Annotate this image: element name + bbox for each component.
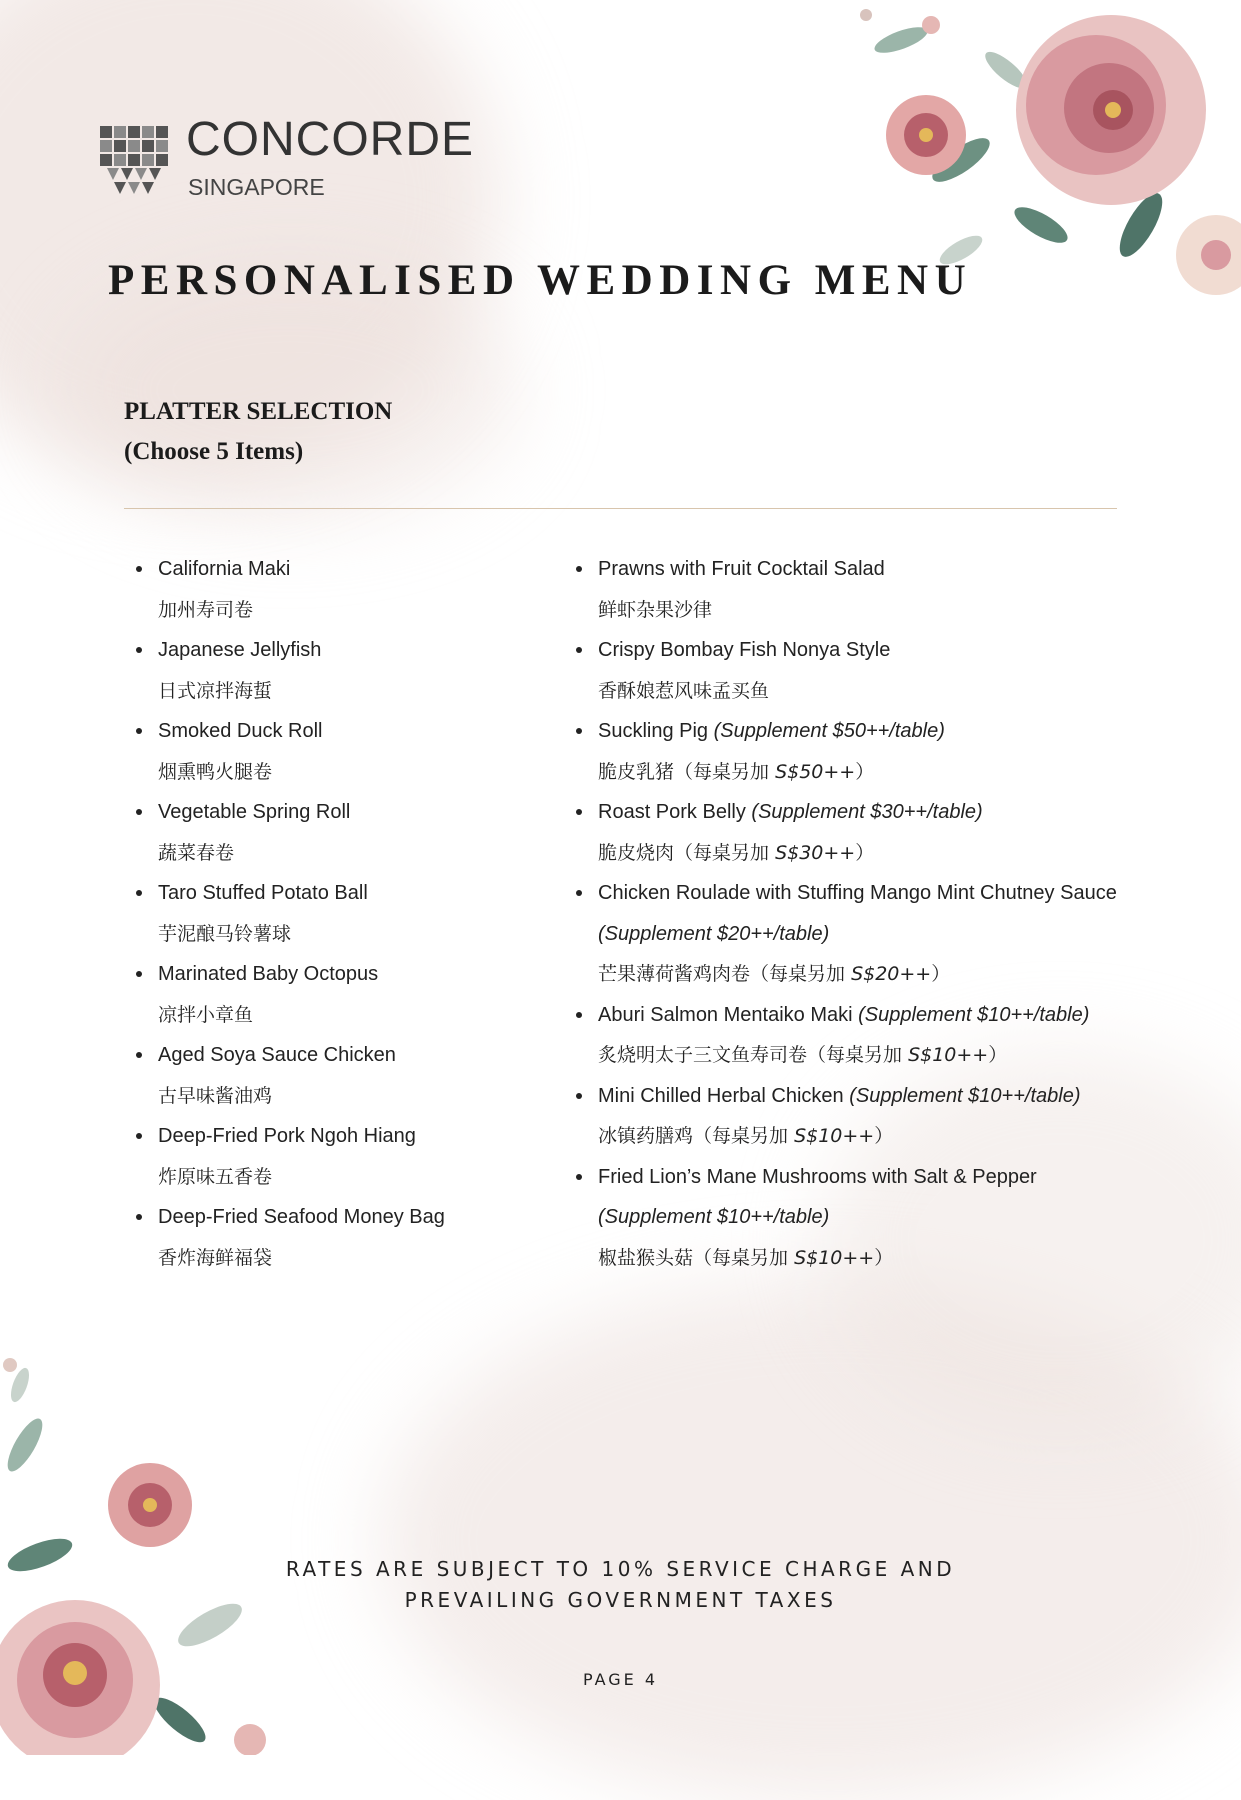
logo-tile [128, 126, 140, 138]
list-item [132, 1116, 552, 1197]
brand-name: CONCORDE [186, 113, 475, 166]
daisy-icon [1176, 215, 1241, 295]
section-heading [124, 392, 392, 472]
logo-tile [121, 168, 133, 180]
supplement-note: (Supplement $10++/table) [598, 1206, 830, 1228]
brand-location: SINGAPORE [188, 174, 325, 200]
list-item [572, 873, 1232, 995]
dish-name-chinese: 椒盐猴头菇（每桌另加 [598, 1246, 789, 1269]
list-item [572, 1157, 1232, 1279]
menu-list-right [572, 549, 1232, 1278]
closing-bracket: ） [855, 760, 875, 783]
logo-tile [156, 126, 168, 138]
dish-name: Deep-Fried Pork Ngoh Hiang [158, 1125, 416, 1147]
supplement-note: (Supplement $30++/table) [751, 801, 983, 823]
logo-tile [114, 126, 126, 138]
dish-name-chinese: 凉拌小章鱼 [158, 1003, 254, 1026]
supplement-note: (Supplement $50++/table) [713, 720, 945, 742]
logo-tile [142, 182, 154, 194]
section-divider [124, 508, 1117, 509]
concorde-logo [100, 113, 520, 208]
dish-name: Vegetable Spring Roll [158, 801, 351, 823]
list-item [132, 1197, 552, 1278]
dish-name-chinese: 日式凉拌海蜇 [158, 679, 273, 702]
closing-bracket: ） [855, 841, 875, 864]
list-item [572, 995, 1232, 1076]
list-item [572, 792, 1232, 873]
dish-name-chinese: 加州寿司卷 [158, 598, 254, 621]
list-item [572, 1076, 1232, 1157]
list-item [132, 630, 552, 711]
list-item [132, 1035, 552, 1116]
logo-tile [100, 154, 112, 166]
supplement-price: S$50++ [775, 760, 856, 783]
logo-tile [114, 140, 126, 152]
dish-name: Chicken Roulade with Stuffing Mango Mint Chutney Sauce [598, 882, 1117, 904]
dish-name-chinese: 鲜虾杂果沙律 [598, 598, 713, 621]
dish-name: California Maki [158, 558, 291, 580]
dish-name: Aburi Salmon Mentaiko Maki [598, 1003, 853, 1026]
dish-name-chinese: 蔬菜春卷 [158, 841, 235, 864]
dish-name: Deep-Fried Seafood Money Bag [158, 1206, 445, 1228]
footer-line: PREVAILING GOVERNMENT TAXES [404, 1588, 837, 1612]
logo-tile [100, 140, 112, 152]
dish-name: Smoked Duck Roll [158, 720, 323, 742]
section-subtitle: (Choose 5 Items) [124, 438, 304, 465]
logo-tile [114, 154, 126, 166]
closing-bracket: ） [988, 1044, 1008, 1066]
supplement-price: S$10++ [908, 1044, 989, 1066]
list-item [572, 549, 1232, 630]
dish-name: Taro Stuffed Potato Ball [158, 882, 368, 904]
dish-name: Marinated Baby Octopus [158, 963, 379, 985]
section-title: PLATTER SELECTION [124, 398, 393, 425]
small-flower-icon [886, 95, 966, 175]
list-item [132, 954, 552, 1035]
logo-tile [149, 168, 161, 180]
logo-tile [156, 140, 168, 152]
closing-bracket: ） [874, 1125, 894, 1147]
dish-name: Fried Lion’s Mane Mushrooms with Salt & Pepper [598, 1165, 1037, 1188]
supplement-price: S$10++ [794, 1246, 875, 1269]
dish-name-chinese: 芋泥酿马铃薯球 [158, 922, 292, 945]
logo-tile [135, 168, 147, 180]
page-number: PAGE 4 [582, 1670, 659, 1689]
big-flower-icon [1016, 15, 1206, 205]
supplement-note: (Supplement $20++/table) [598, 922, 830, 945]
list-item [132, 711, 552, 792]
page-title: PERSONALISED WEDDING MENU [108, 257, 973, 304]
supplement-price: S$10++ [794, 1125, 875, 1147]
menu-list-left [132, 549, 552, 1278]
closing-bracket: ） [874, 1246, 894, 1269]
logo-tile [128, 140, 140, 152]
logo-tile [100, 126, 112, 138]
logo-tile [128, 182, 140, 194]
bud-icon [860, 9, 940, 34]
dish-name-chinese: 脆皮乳猪（每桌另加 [598, 760, 770, 783]
footer-line: RATES ARE SUBJECT TO 10% SERVICE CHARGE AND [285, 1557, 956, 1581]
list-item [132, 873, 552, 954]
dish-name: Mini Chilled Herbal Chicken [598, 1084, 844, 1107]
logo-tile [142, 140, 154, 152]
logo-tile [142, 154, 154, 166]
dish-name-chinese: 烟熏鸭火腿卷 [158, 760, 273, 783]
closing-bracket: ） [931, 963, 951, 985]
dish-name: Suckling Pig [598, 720, 709, 742]
dish-name: Roast Pork Belly [598, 801, 746, 823]
list-item [572, 630, 1232, 711]
dish-name-chinese: 香酥娘惹风味孟买鱼 [598, 679, 770, 702]
dish-name-chinese: 古早味酱油鸡 [158, 1084, 273, 1107]
logo-tile [156, 154, 168, 166]
list-item [132, 792, 552, 873]
dish-name-chinese: 冰镇药膳鸡（每桌另加 [598, 1125, 789, 1147]
supplement-price: S$30++ [775, 841, 856, 864]
dish-name-chinese: 芒果薄荷酱鸡肉卷（每桌另加 [598, 963, 846, 985]
supplement-note: (Supplement $10++/table) [849, 1084, 1081, 1107]
dish-name: Japanese Jellyfish [158, 639, 322, 661]
dish-name-chinese: 脆皮烧肉（每桌另加 [598, 841, 770, 864]
list-item [132, 549, 552, 630]
supplement-note: (Supplement $10++/table) [858, 1003, 1090, 1026]
logo-tile [107, 168, 119, 180]
service-charge-note [0, 1554, 1241, 1616]
concorde-triangle-grid-icon [100, 126, 174, 198]
logo-tile [128, 154, 140, 166]
small-flower-icon [108, 1463, 192, 1547]
logo-tile [142, 126, 154, 138]
dish-name-chinese: 炸原味五香卷 [158, 1165, 273, 1188]
supplement-price: S$20++ [851, 963, 932, 985]
dish-name: Prawns with Fruit Cocktail Salad [598, 558, 885, 580]
dish-name: Aged Soya Sauce Chicken [158, 1044, 396, 1066]
dish-name-chinese: 炙烧明太子三文鱼寿司卷（每桌另加 [598, 1044, 903, 1066]
dish-name-chinese: 香炸海鲜福袋 [158, 1246, 273, 1269]
list-item [572, 711, 1232, 792]
dish-name: Crispy Bombay Fish Nonya Style [598, 639, 891, 661]
logo-tile [114, 182, 126, 194]
